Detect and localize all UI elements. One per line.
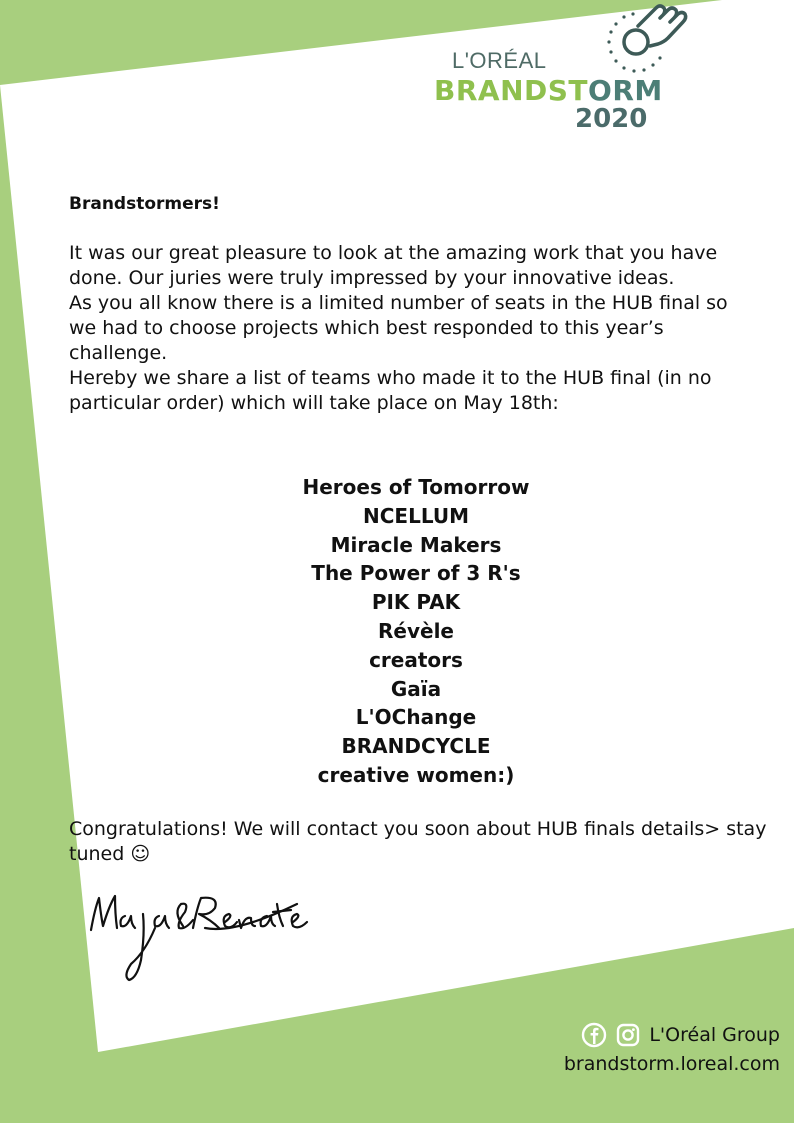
team-name: The Power of 3 R's (311, 561, 521, 586)
letter-paragraph-1: It was our great pleasure to look at the amazing work that you have done. Our juries were truly impressed by your innovative ideas. (69, 242, 718, 289)
letter-closing: Congratulations! We will contact you soon about HUB finals details> stay tuned ☺ (69, 818, 767, 865)
handwritten-signature (85, 868, 315, 993)
loreal-wordmark: L'ORÉAL (452, 48, 547, 73)
team-name: L'OChange (355, 705, 477, 730)
website-link[interactable]: brandstorm.loreal.com (563, 1053, 780, 1075)
team-name: creative women:) (317, 762, 515, 787)
letter-paragraph-3: Hereby we share a list of teams who made it to the HUB final (in no particular order) which will take place on May 18th: (69, 367, 712, 414)
letter-paragraph-2: As you all know there is a limited number of seats in the HUB final so we had to choose projects which best responded to this year’s challenge. (69, 292, 728, 364)
footer (540, 1020, 780, 1075)
instagram-icon[interactable] (615, 1022, 641, 1048)
social-label: L'Oréal Group (649, 1024, 780, 1046)
team-name: NCELLUM (363, 503, 469, 528)
brandstorm-wordmark-part2: ORM (588, 74, 663, 107)
letter-greeting: Brandstormers! (69, 194, 220, 214)
brandstorm-wordmark-part1: BRANDST (434, 74, 589, 107)
team-name: BRANDCYCLE (341, 734, 491, 759)
letter-body (69, 192, 759, 416)
team-name: Miracle Makers (330, 532, 502, 557)
team-name: Gaïa (390, 676, 442, 701)
team-name: Révèle (378, 618, 454, 643)
team-name: PIK PAK (371, 590, 461, 615)
social-row (540, 1020, 780, 1050)
hand-touch-icon (598, 0, 698, 80)
facebook-icon[interactable] (581, 1022, 607, 1048)
team-name: Heroes of Tomorrow (302, 475, 530, 499)
brandstorm-year: 2020 (575, 104, 648, 134)
finalist-team-list (216, 473, 616, 790)
team-name: creators (369, 647, 463, 672)
